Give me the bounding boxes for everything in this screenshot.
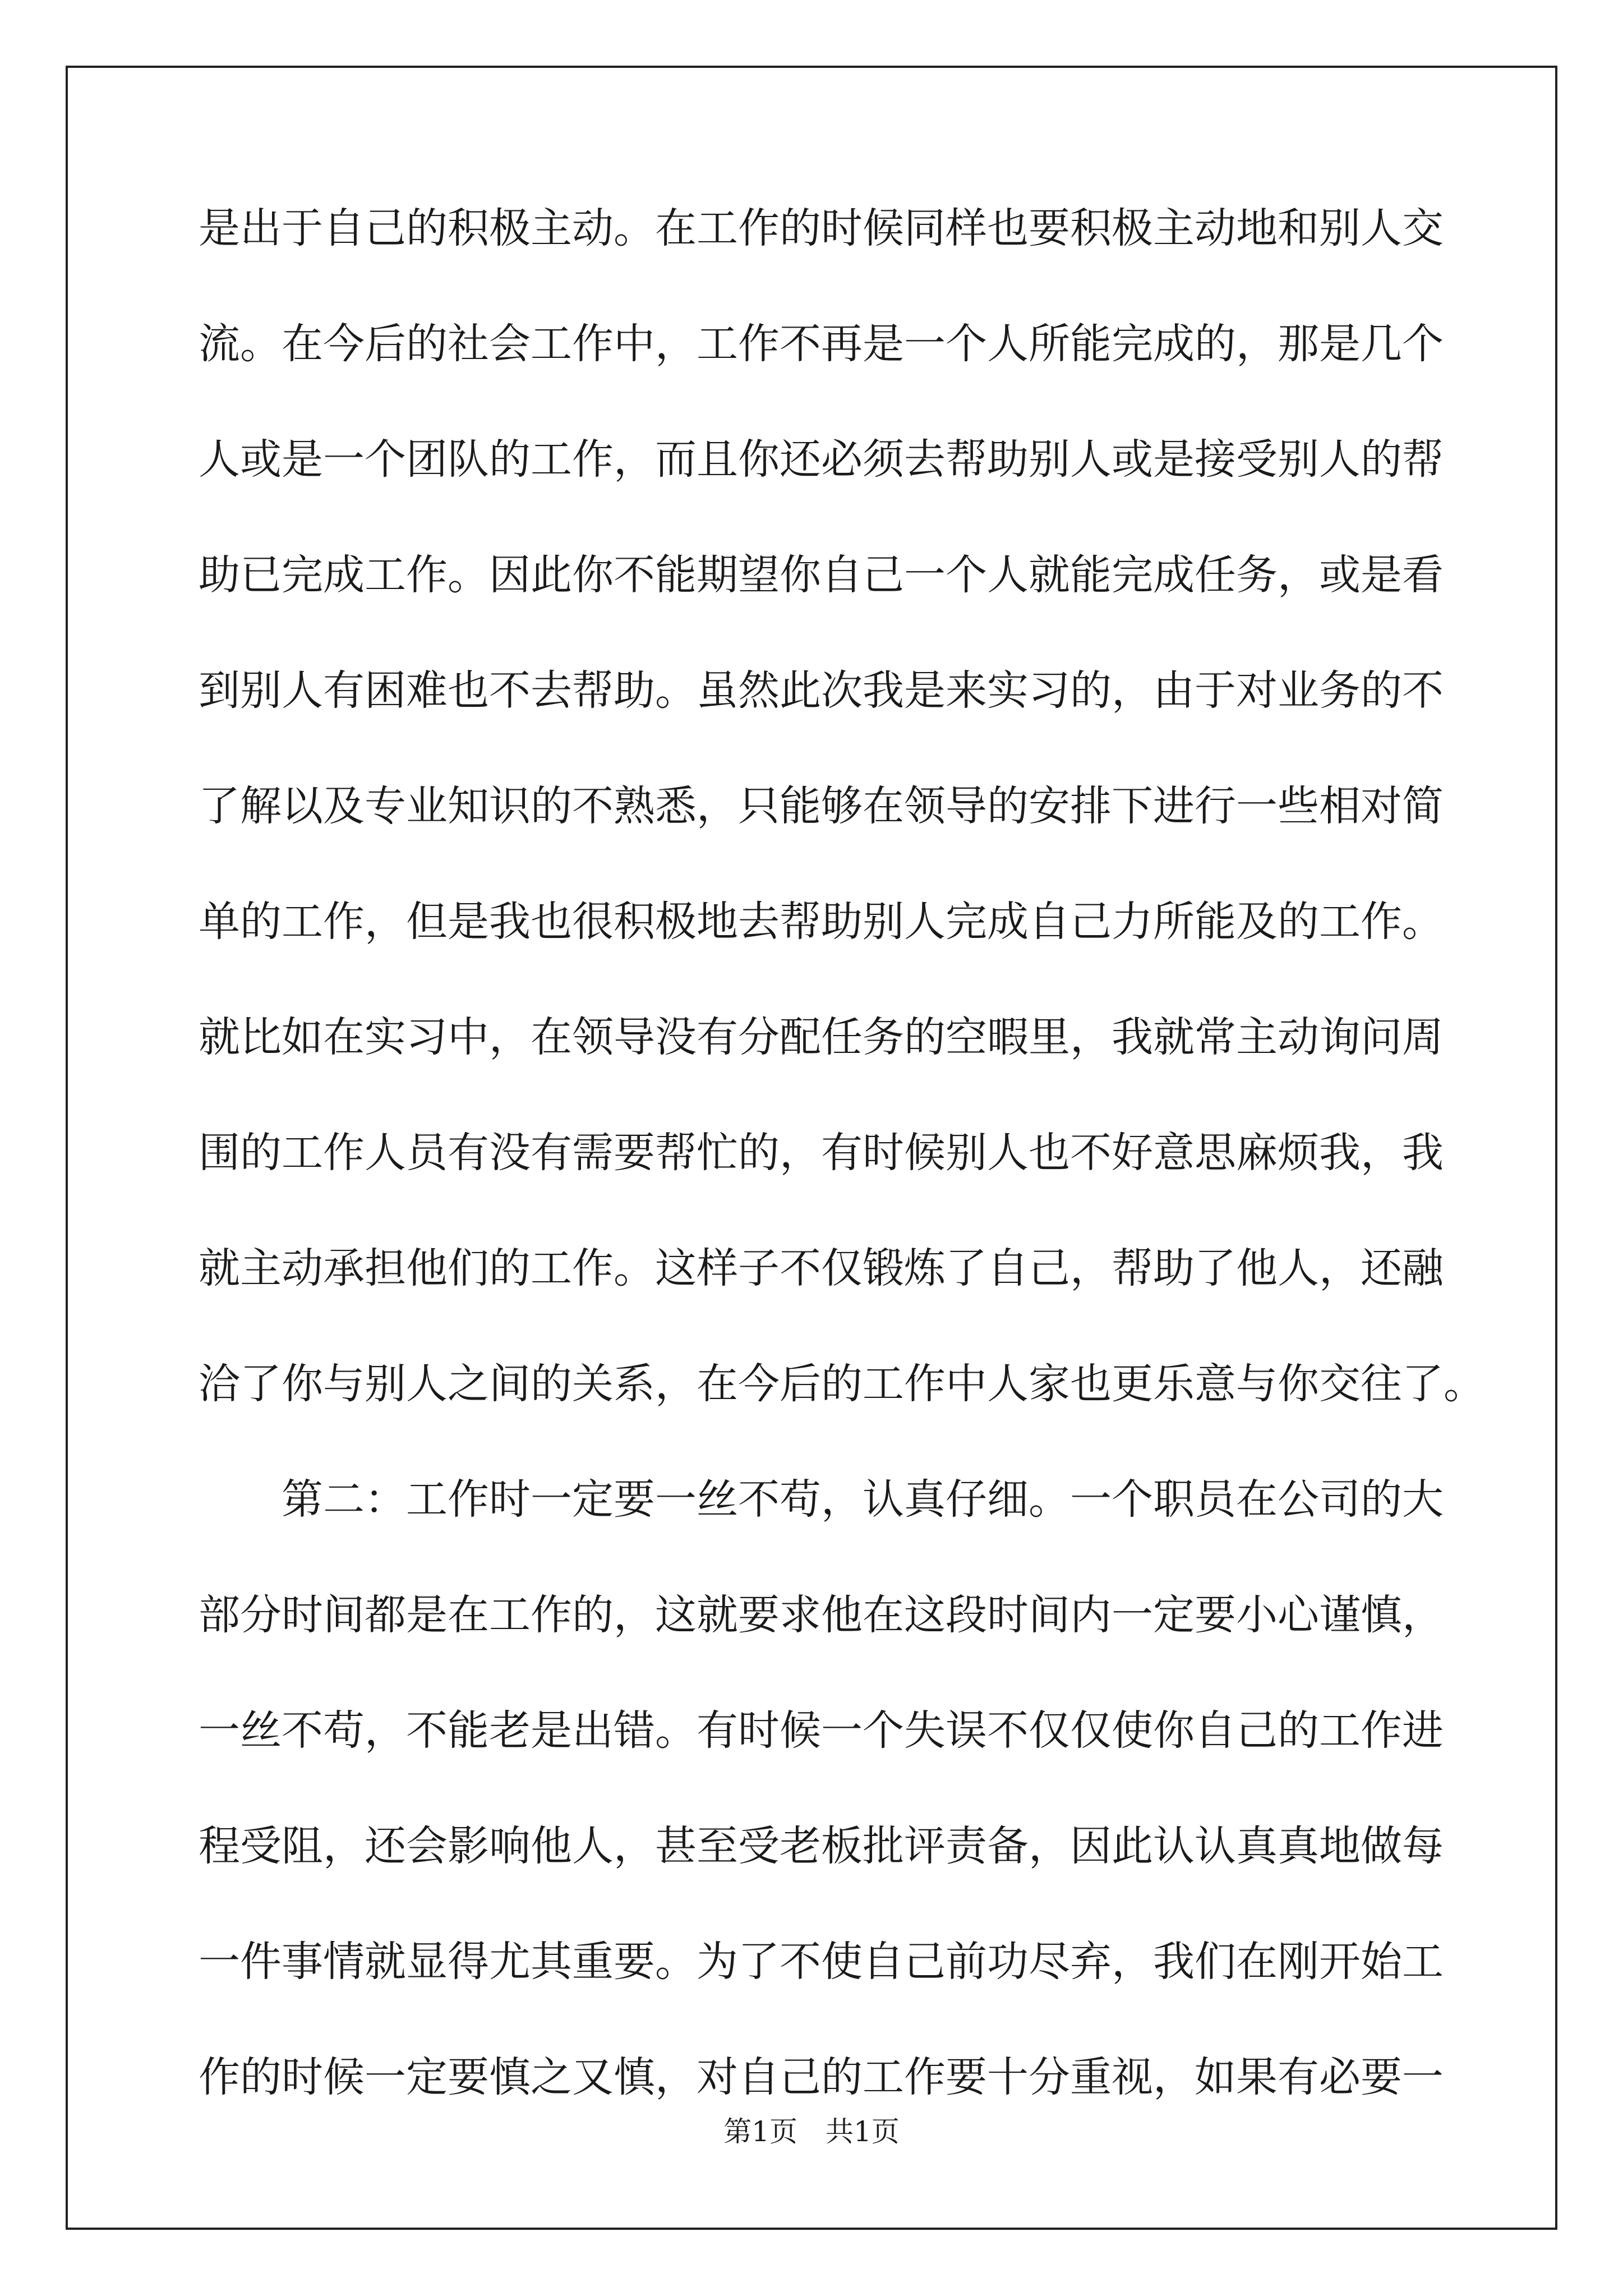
- text-line: 一件事情就显得尤其重要。为了不使自己前功尽弃，我们在刚开始工: [199, 1938, 1444, 1986]
- text-line: 流。在今后的社会工作中，工作不再是一个人所能完成的，那是几个: [199, 320, 1444, 368]
- text-line: 部分时间都是在工作的，这就要求他在这段时间内一定要小心谨慎，: [199, 1591, 1444, 1639]
- text-line: 就比如在实习中，在领导没有分配任务的空暇里，我就常主动询问周: [199, 1013, 1444, 1061]
- text-line: 到别人有困难也不去帮助。虽然此次我是来实习的，由于对业务的不: [199, 666, 1444, 715]
- document-body: [199, 204, 1485, 2172]
- text-line: 助已完成工作。因此你不能期望你自己一个人就能完成任务，或是看: [199, 551, 1444, 599]
- text-line: 就主动承担他们的工作。这样子不仅锻炼了自己，帮助了他人，还融: [199, 1244, 1444, 1292]
- page-footer: [0, 2115, 1623, 2148]
- text-line: 是出于自己的积极主动。在工作的时候同样也要积极主动地和别人交: [199, 204, 1444, 252]
- text-line: 程受阻，还会影响他人，甚至受老板批评责备，因此认认真真地做每: [199, 1822, 1444, 1870]
- text-line: 单的工作，但是我也很积极地去帮助别人完成自己力所能及的工作。: [199, 898, 1444, 946]
- text-line: 围的工作人员有没有需要帮忙的，有时候别人也不好意思麻烦我，我: [199, 1129, 1444, 1177]
- text-line: 人或是一个团队的工作，而且你还必须去帮助别人或是接受别人的帮: [199, 435, 1444, 484]
- page-number: 第1页 共1页: [723, 2115, 900, 2148]
- text-line: 作的时候一定要慎之又慎，对自己的工作要十分重视，如果有必要一: [199, 2053, 1444, 2101]
- text-line: 了解以及专业知识的不熟悉，只能够在领导的安排下进行一些相对简: [199, 782, 1444, 830]
- text-line: 一丝不苟，不能老是出错。有时候一个失误不仅仅使你自己的工作进: [199, 1706, 1444, 1755]
- paragraph-start-line: 第二：工作时一定要一丝不苟，认真仔细。一个职员在公司的大: [199, 1475, 1444, 1524]
- text-line: 洽了你与别人之间的关系，在今后的工作中人家也更乐意与你交往了。: [199, 1360, 1485, 1408]
